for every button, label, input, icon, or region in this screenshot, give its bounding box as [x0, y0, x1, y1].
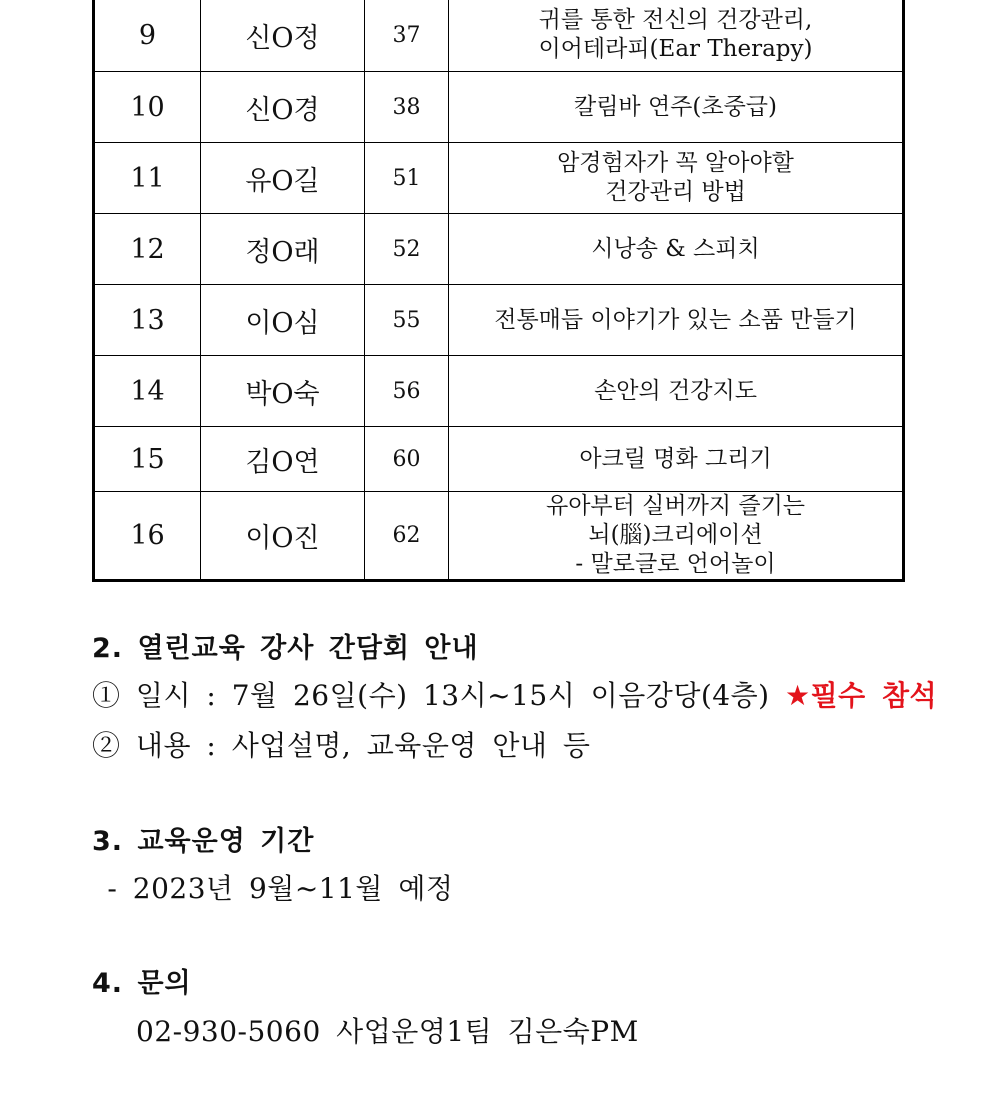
instructor-name: 정O래	[201, 214, 365, 285]
instructor-age: 52	[365, 214, 449, 285]
course-topic	[449, 72, 904, 143]
table-row	[94, 285, 904, 356]
instructor-age: 62	[365, 492, 449, 581]
row-number: 10	[94, 72, 201, 143]
instructor-name: 유O길	[201, 143, 365, 214]
course-topic-line: 시낭송 & 스피치	[591, 235, 760, 262]
course-topic	[449, 492, 904, 581]
course-topic	[449, 427, 904, 492]
course-topic	[449, 0, 904, 72]
mandatory-notice: ★필수 참석	[785, 679, 938, 712]
instructor-name: 이O심	[201, 285, 365, 356]
course-topic-line: - 말로글로 언어놀이	[575, 551, 776, 577]
instructor-name: 박O숙	[201, 356, 365, 427]
row-number: 12	[94, 214, 201, 285]
table-row	[94, 492, 904, 581]
row-number: 16	[94, 492, 201, 581]
table-row	[94, 214, 904, 285]
instructor-age: 38	[365, 72, 449, 143]
section3-title: 3. 교육운영 기간	[92, 826, 315, 857]
instructor-name: 김O연	[201, 427, 365, 492]
instructor-age: 56	[365, 356, 449, 427]
instructor-name: 신O경	[201, 72, 365, 143]
course-topic	[449, 356, 904, 427]
table-row	[94, 143, 904, 214]
course-topic	[449, 214, 904, 285]
course-topic	[449, 285, 904, 356]
instructor-age: 37	[365, 0, 449, 72]
table-row	[94, 72, 904, 143]
course-topic-line: 뇌(腦)크리에이션	[588, 522, 763, 548]
section3-period: - 2023년 9월~11월 예정	[92, 872, 454, 905]
course-topic-line: 유아부터 실버까지 즐기는	[545, 493, 806, 519]
row-number: 14	[94, 356, 201, 427]
table-row	[94, 427, 904, 492]
section2-schedule	[92, 674, 952, 714]
course-topic	[449, 143, 904, 214]
section4-contact: 02-930-5060 사업운영1팀 김은숙PM	[136, 1015, 639, 1048]
course-topic-line: 손안의 건강지도	[594, 377, 757, 404]
instructor-name: 이O진	[201, 492, 365, 581]
row-number: 9	[94, 0, 201, 72]
course-topic-line: 칼림바 연주(초중급)	[573, 93, 777, 120]
instructor-age: 51	[365, 143, 449, 214]
course-topic-line: 암경험자가 꼭 알아야할	[557, 150, 794, 176]
course-topic-line: 건강관리 방법	[605, 179, 746, 205]
section2-title: 2. 열린교육 강사 간담회 안내	[92, 633, 479, 664]
section4-title: 4. 문의	[92, 968, 192, 999]
row-number: 11	[94, 143, 201, 214]
instructor-name: 신O정	[201, 0, 365, 72]
table-body	[94, 0, 904, 581]
course-topic-line: 귀를 통한 전신의 건강관리,	[538, 7, 813, 33]
instructor-table	[92, 0, 905, 582]
schedule-text: ① 일시 : 7월 26일(수) 13시~15시 이음강당(4층)	[92, 679, 770, 712]
row-number: 13	[94, 285, 201, 356]
instructor-age: 60	[365, 427, 449, 492]
course-topic-line: 이어테라피(Ear Therapy)	[538, 36, 813, 62]
course-topic-line: 전통매듭 이야기가 있는 소품 만들기	[494, 306, 857, 333]
course-topic-line: 아크릴 명화 그리기	[579, 445, 772, 472]
table-row	[94, 356, 904, 427]
row-number: 15	[94, 427, 201, 492]
table-row	[94, 0, 904, 72]
section2-content: ② 내용 : 사업설명, 교육운영 안내 등	[92, 729, 591, 762]
instructor-age: 55	[365, 285, 449, 356]
